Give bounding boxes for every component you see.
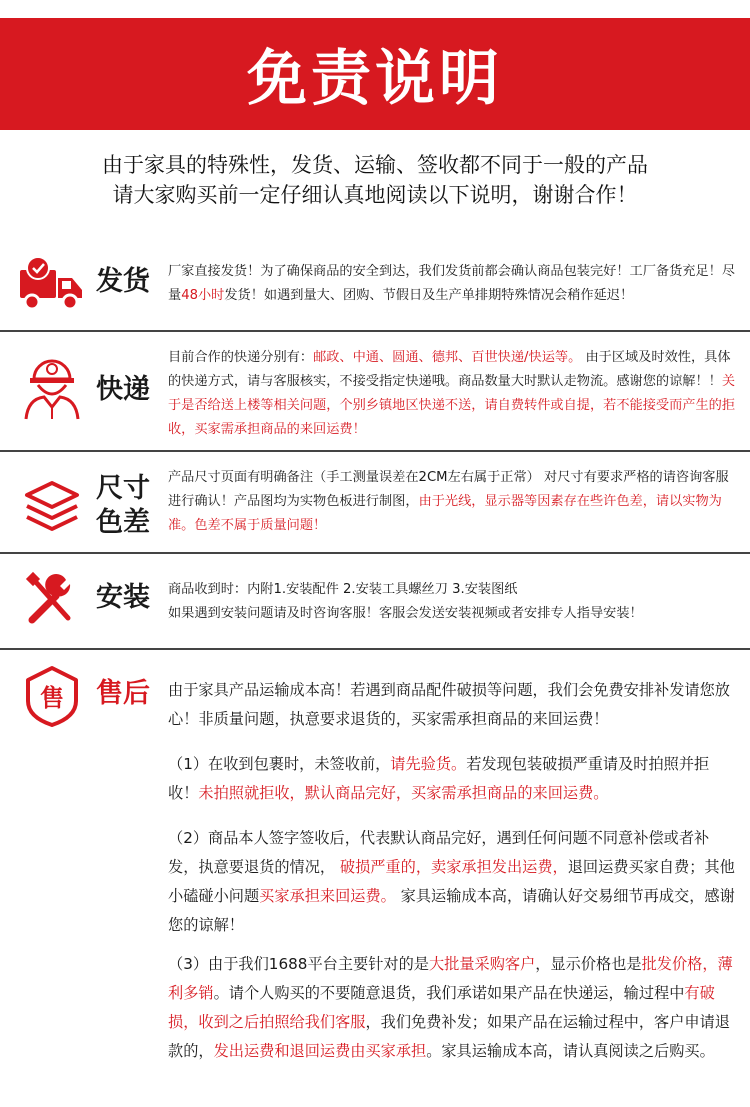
section-label-install: 安装 (96, 582, 150, 613)
shop-badge-icon (18, 662, 86, 730)
section-label-size-line2: 色差 (96, 507, 150, 538)
express-text (168, 346, 736, 442)
shipping-text (168, 260, 736, 308)
intro-line-2: 请大家购买前一定仔细认真地阅读以下说明，谢谢合作！ (112, 183, 638, 207)
section-label-size-line1: 尺寸 (96, 473, 150, 504)
aftersale-item-3-red-4: 发出运费和退回运费由买家承担 (213, 1042, 427, 1060)
shipping-text-1: 厂家直接发货！为了确保商品的安全到达，我们发货前都会确认商品包装完好！工厂备货充足！尽量 (168, 264, 736, 303)
section-express (0, 332, 750, 450)
page-title: 免责说明 (247, 44, 503, 114)
install-text (168, 578, 736, 626)
size-text-1: 产品尺寸页面有明确备注（手工测量误差在2CM左右属于正常） 对尺寸有要求严格的请咨询客服进行确认！产品图均为实物色板进行制图， (168, 470, 729, 509)
aftersale-item-1-b: 若发现包装破损严重请及时拍照并拒收！ (168, 755, 710, 802)
aftersale-item-3-c: 。请个人购买的不要随意退货，我们承诺如果产品在快递运，输过程中 (213, 984, 685, 1002)
aftersale-item-2-c: 家具运输成本高，请确认好交易细节再成交，感谢您的谅解！ (168, 887, 735, 934)
size-text-red: 由于光线，显示器等因素存在些许色差，请以实物为准。色差不属于质量问题！ (168, 494, 722, 533)
section-label-size (96, 472, 150, 540)
intro-line-1: 由于家具的特殊性，发货、运输、签收都不同于一般的产品 (102, 153, 648, 177)
wrench-screwdriver-icon (18, 566, 86, 634)
section-label-shipping: 发货 (96, 266, 150, 297)
aftersale-item-3-b: ，显示价格也是 (535, 955, 642, 973)
layers-icon (18, 472, 86, 540)
size-text (168, 466, 736, 538)
section-label-express: 快递 (96, 374, 150, 405)
aftersale-item-3 (168, 950, 736, 1066)
section-shipping (0, 240, 750, 332)
express-text-red-1: 邮政、中通、圆通、德邦、百世快递/快运等。 (313, 350, 582, 365)
delivery-truck-icon (18, 252, 86, 320)
aftersale-item-3-d: ，我们免费补发；如果产品在运输过程中，客户申请退款的， (168, 1013, 730, 1060)
express-text-2: 由于区域及时效性，具体的快递方式，请与客服核实，不接受指定快递哦。商品数量大时默认走物流。感谢您的谅解！！ (168, 350, 731, 389)
install-line-2: 如果遇到安装问题请及时咨询客服！客服会发送安装视频或者安排专人指导安装！ (168, 606, 643, 621)
aftersale-item-2-red-2: 买家承担来回运费。 (259, 887, 396, 905)
aftersale-item-3-e: 。家具运输成本高，请认真阅读之后购买。 (426, 1042, 715, 1060)
aftersale-item-1 (168, 750, 736, 808)
install-line-1: 商品收到时：内附1.安装配件 2.安装工具螺丝刀 3.安装图纸 (168, 582, 518, 597)
aftersale-item-2 (168, 824, 736, 940)
aftersale-item-1-red-1: 请先验货。 (390, 755, 467, 773)
express-text-red-2: 关于是否给送上楼等相关问题，个别乡镇地区快递不送，请自费转件或自提，若不能接受而产生的拒收，买家需承担商品的来回运费！ (168, 374, 736, 437)
aftersale-item-2-a: （2）商品本人签字签收后，代表默认商品完好，遇到任何问题不同意补偿或者补发，执意要退货的情况， (168, 829, 710, 876)
title-banner (0, 18, 750, 130)
express-text-1: 目前合作的快递分别有： (168, 350, 314, 365)
aftersale-item-3-red-1: 大批量采购客户 (428, 955, 536, 973)
aftersale-item-2-red-1: 破损严重的，卖家承担发出运费， (335, 858, 568, 876)
section-aftersale (0, 650, 750, 1107)
section-install (0, 554, 750, 648)
section-size-color (0, 452, 750, 552)
shop-badge-char: 售 (40, 684, 64, 712)
aftersale-item-1-a: （1）在收到包裹时，未签收前， (168, 755, 391, 773)
aftersale-item-3-red-2: 批发价格，薄利多销 (168, 955, 733, 1002)
courier-icon (18, 354, 86, 422)
aftersale-item-2-b: 退回运费买家自费；其他小磕碰小问题 (168, 858, 735, 905)
aftersale-item-1-red-2: 未拍照就拒收，默认商品完好，买家需承担商品的来回运费。 (198, 784, 609, 802)
aftersale-item-3-a: （3）由于我们1688平台主要针对的是 (168, 955, 429, 973)
shipping-text-2: 发货！如遇到量大、团购、节假日及生产单排期特殊情况会稍作延迟！ (224, 288, 634, 303)
shipping-text-red: 48小时 (181, 288, 225, 303)
aftersale-text (168, 676, 736, 1066)
aftersale-intro: 由于家具产品运输成本高！若遇到商品配件破损等问题，我们会免费安排补发请您放心！非质量问题，执意要求退货的，买家需承担商品的来回运费！ (168, 681, 730, 728)
aftersale-item-3-red-3: 有破损，收到之后拍照给我们客服 (168, 984, 715, 1031)
section-label-aftersale: 售后 (96, 678, 150, 709)
intro-text (0, 150, 750, 210)
